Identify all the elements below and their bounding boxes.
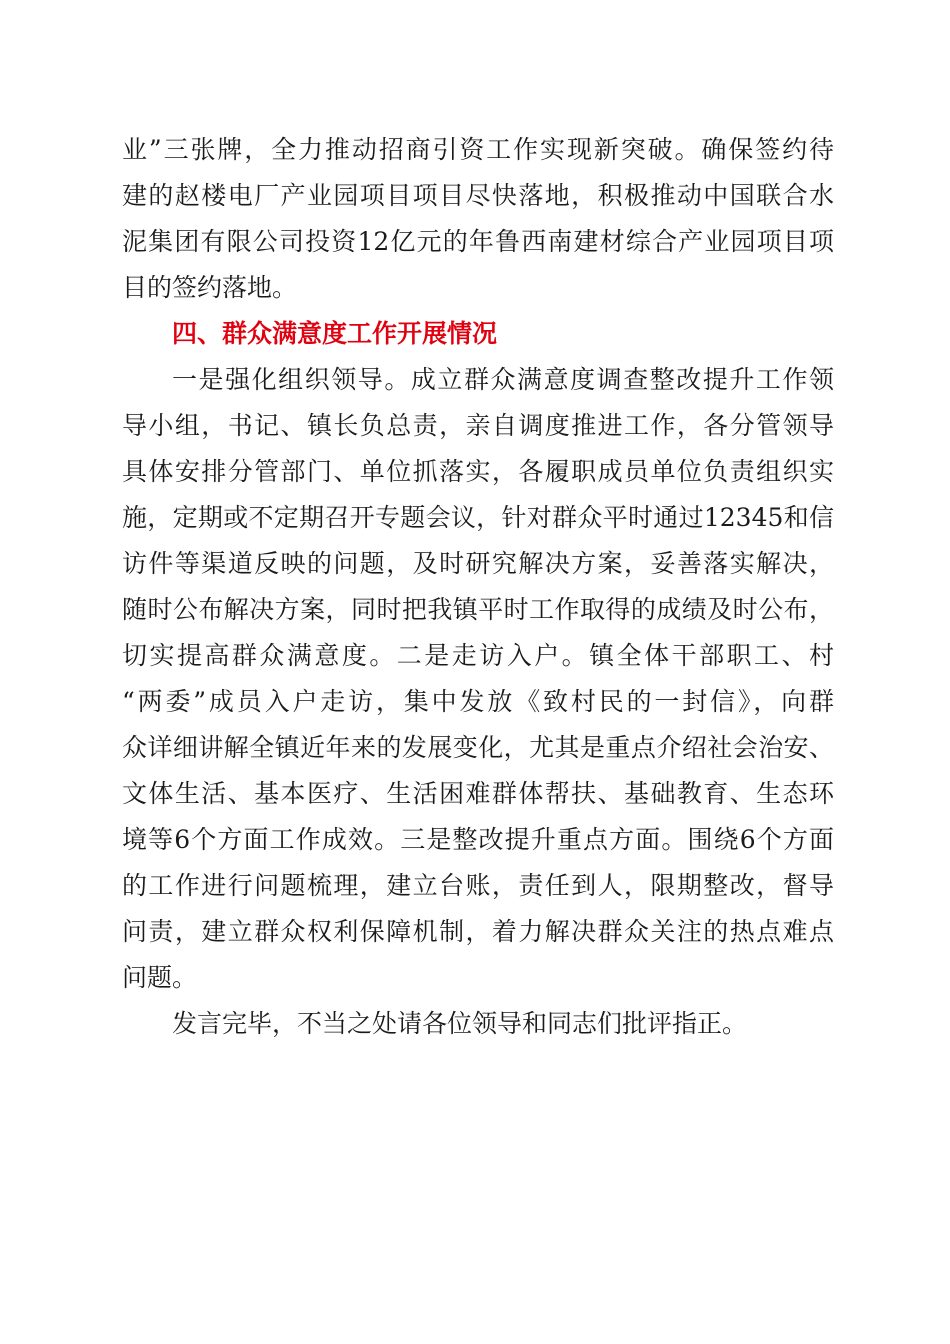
section-heading: 四、群众满意度工作开展情况 (172, 319, 498, 348)
closing-line: 发言完毕，不当之处请各位领导和同志们批评指正。 (172, 1009, 748, 1038)
paragraph1-line-3: 泥集团有限公司投资12亿元的年鲁西南建材综合产业园项目项 (122, 227, 834, 256)
paragraph2-line-4: 施，定期或不定期召开专题会议，针对群众平时通过12345和信 (122, 503, 834, 532)
paragraph2-line-8: “两委”成员入户走访，集中发放《致村民的一封信》，向群 (122, 687, 834, 716)
paragraph2-line-5: 访件等渠道反映的问题，及时研究解决方案，妥善落实解决， (122, 549, 834, 578)
paragraph2-line-1: 一是强化组织领导。成立群众满意度调查整改提升工作领 (172, 365, 834, 394)
paragraph2-line-2: 导小组，书记、镇长负总责，亲自调度推进工作，各分管领导 (122, 411, 834, 440)
paragraph2-line-3: 具体安排分管部门、单位抓落实，各履职成员单位负责组织实 (122, 457, 834, 486)
paragraph2-line-14: 问题。 (122, 963, 198, 992)
paragraph2-line-6: 随时公布解决方案，同时把我镇平时工作取得的成绩及时公布， (122, 595, 834, 624)
paragraph2-line-10: 文体生活、基本医疗、生活困难群体帮扶、基础教育、生态环 (122, 779, 834, 808)
paragraph1-line-2: 建的赵楼电厂产业园项目项目尽快落地，积极推动中国联合水 (122, 181, 834, 210)
paragraph2-line-12: 的工作进行问题梳理，建立台账，责任到人，限期整改，督导 (122, 871, 834, 900)
paragraph2-line-11: 境等6个方面工作成效。三是整改提升重点方面。围绕6个方面 (122, 825, 834, 854)
paragraph2-line-13: 问责，建立群众权利保障机制，着力解决群众关注的热点难点 (122, 917, 834, 946)
paragraph1-line-1: 业”三张牌，全力推动招商引资工作实现新突破。确保签约待 (122, 135, 834, 164)
paragraph1-line-4: 目的签约落地。 (122, 273, 298, 302)
paragraph2-line-7: 切实提高群众满意度。二是走访入户。镇全体干部职工、村 (122, 641, 834, 670)
paragraph2-line-9: 众详细讲解全镇近年来的发展变化，尤其是重点介绍社会治安、 (122, 733, 834, 762)
